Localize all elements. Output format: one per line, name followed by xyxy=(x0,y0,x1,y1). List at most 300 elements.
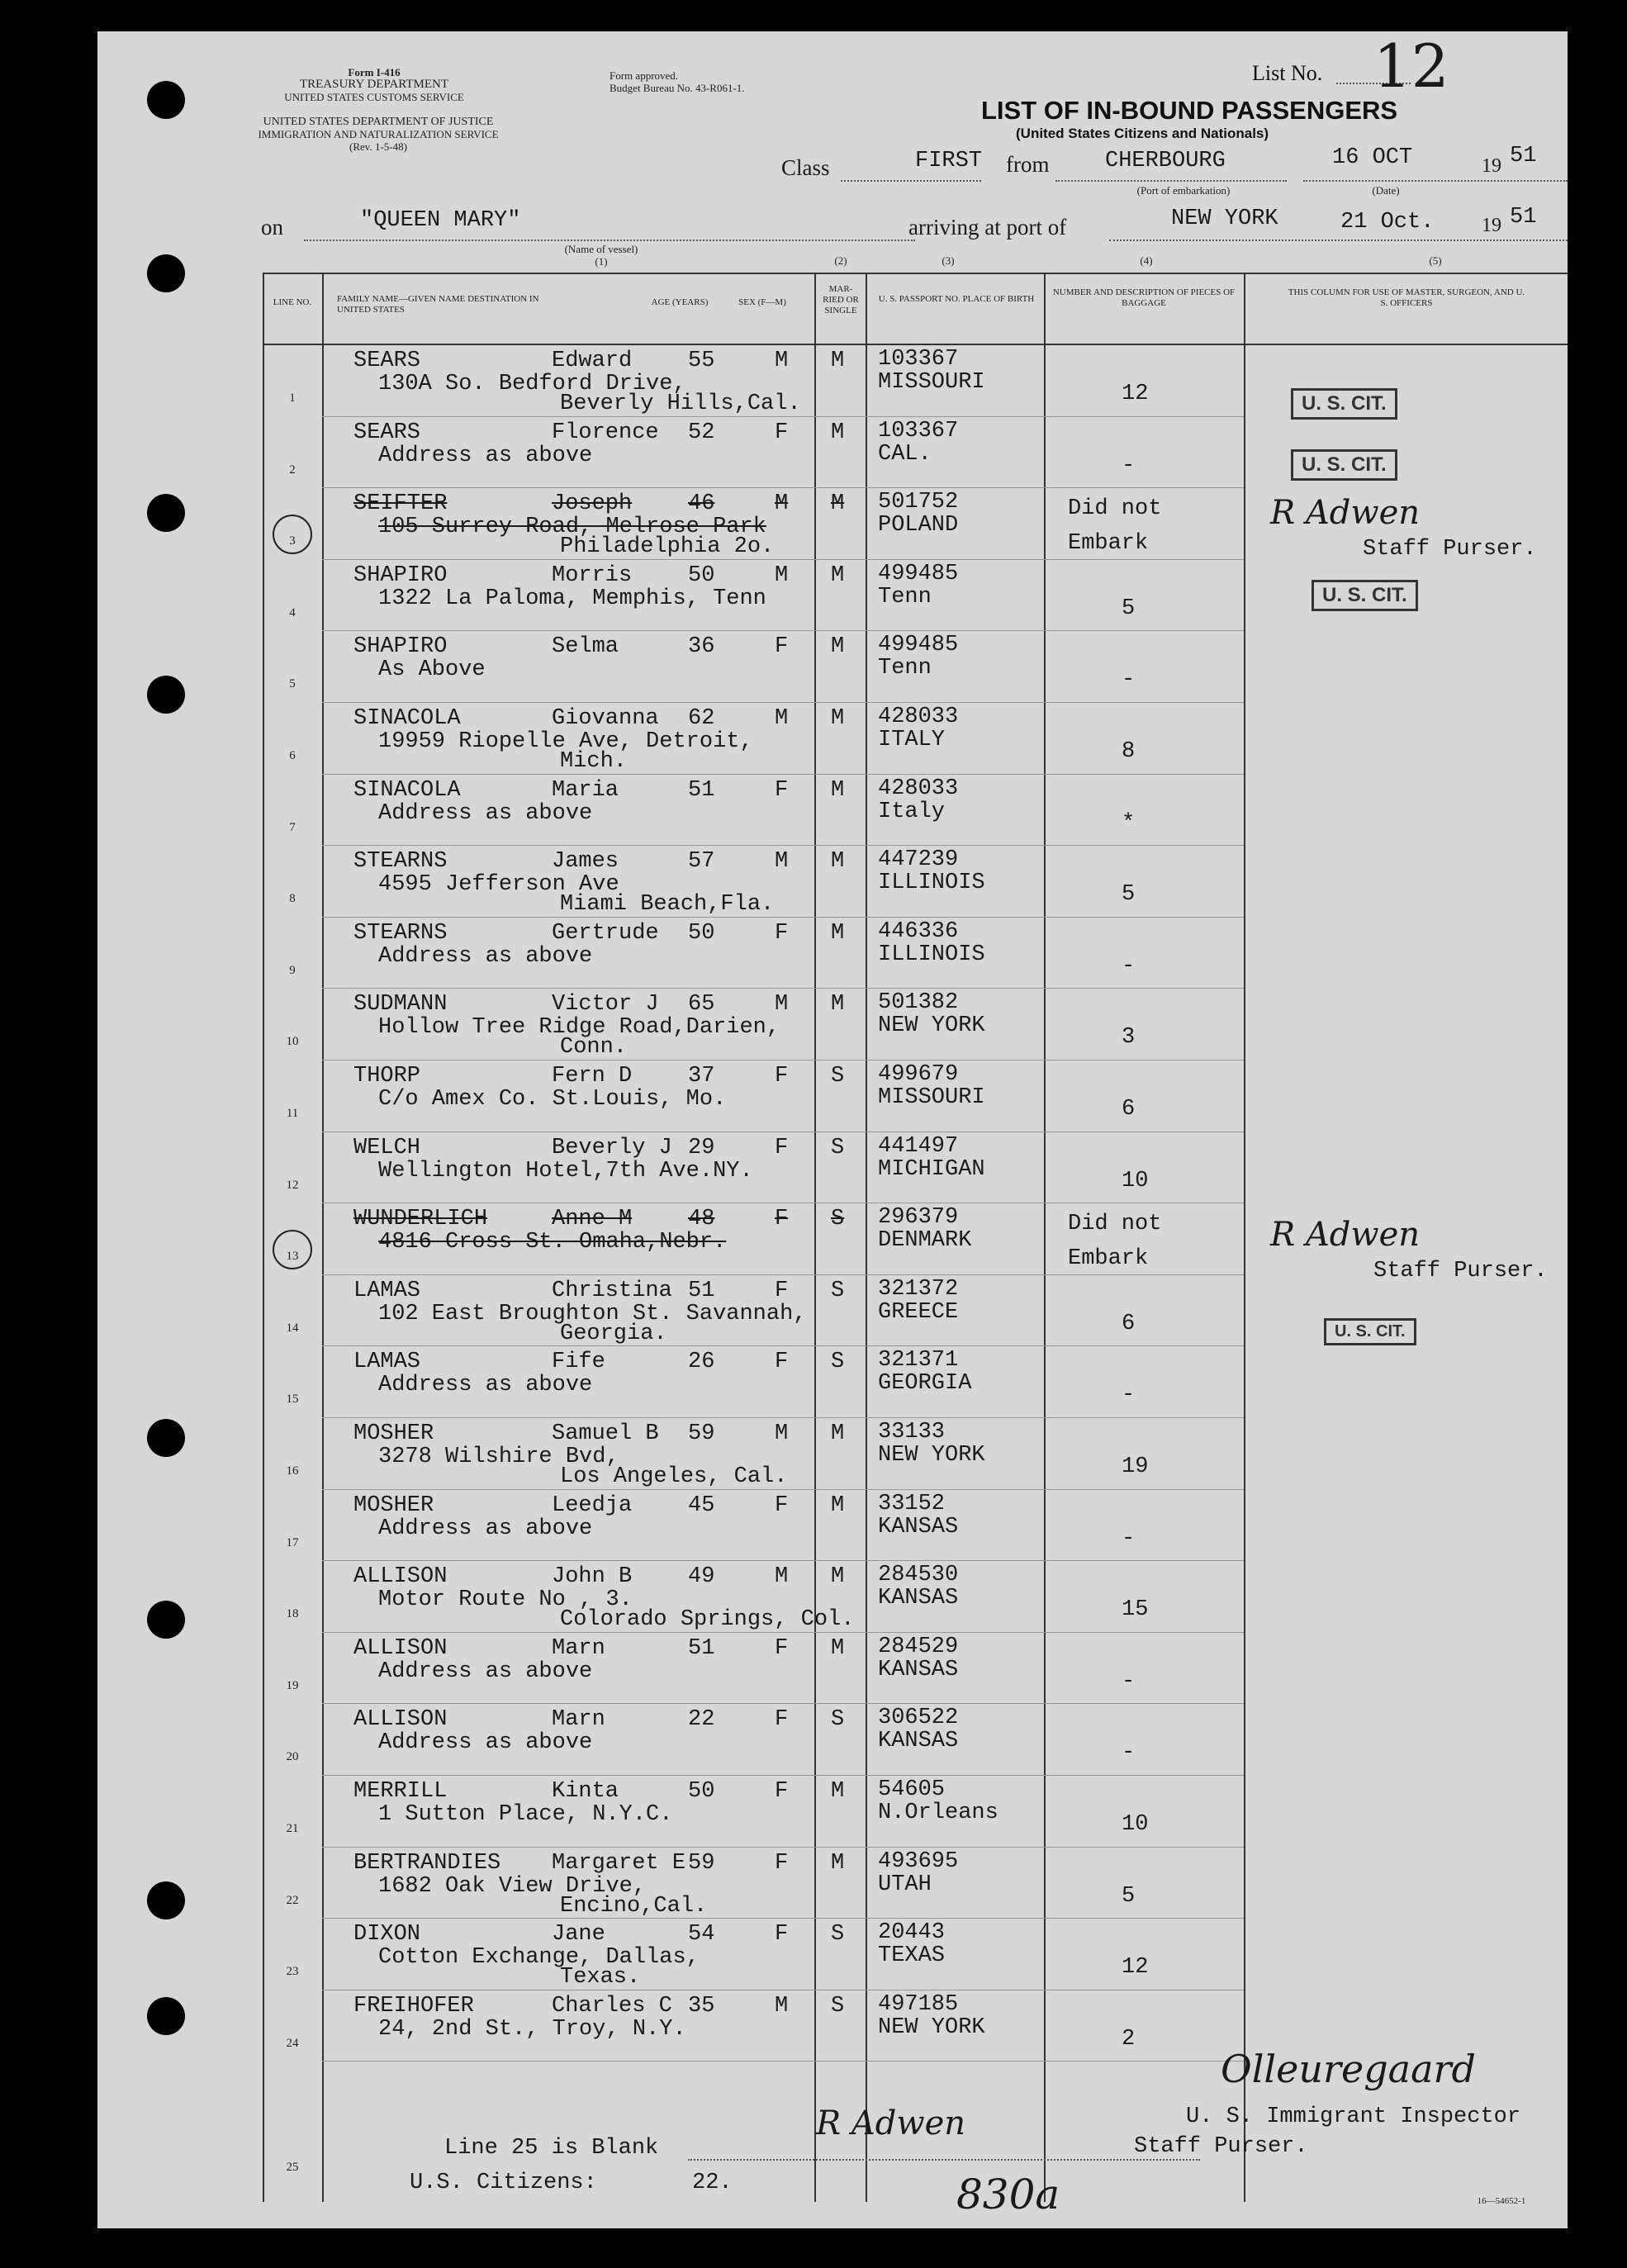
family-name: ALLISON xyxy=(353,1707,448,1733)
purser-signature: R Adwen xyxy=(1270,1216,1420,1254)
purser-signature: R Adwen xyxy=(1270,494,1420,532)
year-suffix: 51 xyxy=(1510,144,1537,168)
sex: F xyxy=(775,1207,789,1232)
given-name: Fife xyxy=(552,1350,605,1375)
address-line-2: Miami Beach,Fla. xyxy=(560,892,775,918)
address: 1 Sutton Place, N.Y.C. xyxy=(378,1802,673,1827)
birth-place: ITALY xyxy=(878,728,946,752)
marital-status: M xyxy=(831,849,845,875)
baggage-count: 3 xyxy=(1122,1025,1136,1051)
age: 51 xyxy=(688,1635,715,1661)
passport-number: 103367 xyxy=(878,418,959,444)
address: Cotton Exchange, Dallas, xyxy=(378,1945,700,1971)
form-approval: Form approved. Budget Bureau No. 43-R061-1. xyxy=(610,69,745,94)
page-title: LIST OF IN-BOUND PASSENGERS xyxy=(981,96,1398,125)
passport-number: 499485 xyxy=(878,561,959,586)
family-name: SUDMANN xyxy=(353,992,448,1018)
birth-place: ILLINOIS xyxy=(878,871,985,896)
line-number: 4 xyxy=(289,605,296,619)
passport-number: 33152 xyxy=(878,1491,946,1516)
table-row xyxy=(97,918,1568,989)
passport-number: 321371 xyxy=(878,1348,959,1374)
address: Address as above xyxy=(378,943,593,969)
passport-number: 501382 xyxy=(878,990,959,1016)
table-top-border xyxy=(263,273,1568,274)
address: Address as above xyxy=(378,1516,593,1541)
line-number: 19 xyxy=(286,1678,299,1692)
line-number: 25 xyxy=(286,2161,299,2174)
sex: F xyxy=(775,420,789,445)
passport-number: 428033 xyxy=(878,776,959,801)
table-row xyxy=(97,1704,1568,1776)
row-separator xyxy=(322,2061,1244,2062)
sex: F xyxy=(775,1278,789,1303)
table-row xyxy=(97,989,1568,1060)
family-name: MERRILL xyxy=(353,1779,448,1804)
family-name: DIXON xyxy=(353,1922,421,1948)
family-name: SEARS xyxy=(353,420,421,445)
line25-dotline xyxy=(688,2159,1200,2161)
family-name: SHAPIRO xyxy=(353,634,448,660)
given-name: James xyxy=(552,849,619,875)
family-name: WUNDERLICH xyxy=(353,1207,488,1232)
age: 52 xyxy=(688,420,715,445)
given-name: Fern D xyxy=(552,1064,633,1089)
family-name: LAMAS xyxy=(353,1350,421,1375)
sex: M xyxy=(775,1421,789,1446)
age: 51 xyxy=(688,1278,715,1303)
sex: M xyxy=(775,992,789,1018)
list-no-label: List No. xyxy=(1252,61,1323,85)
sex: M xyxy=(775,1993,789,2019)
staff-purser-label: Staff Purser. xyxy=(1373,1259,1548,1283)
age: 45 xyxy=(688,1492,715,1518)
date-dotline xyxy=(1303,180,1568,182)
page-subtitle: (United States Citizens and Nationals) xyxy=(1016,126,1269,141)
address-line-2: Los Angeles, Cal. xyxy=(560,1464,788,1489)
col-header-officers: THIS COLUMN FOR USE OF MASTER, SURGEON, AND U. S. OFFICERS xyxy=(1288,287,1525,308)
address: Hollow Tree Ridge Road,Darien, xyxy=(378,1015,780,1041)
birth-place: MISSOURI xyxy=(878,370,985,395)
marital-status: M xyxy=(831,491,845,517)
binder-hole xyxy=(147,254,185,292)
passport-number: 20443 xyxy=(878,1920,946,1946)
arrival-dotline xyxy=(1109,240,1568,241)
table-row xyxy=(97,1633,1568,1705)
birth-place: POLAND xyxy=(878,513,959,539)
given-name: Joseph xyxy=(552,491,633,517)
line-number: 9 xyxy=(289,963,296,977)
passport-number: 493695 xyxy=(878,1848,959,1874)
marital-status: M xyxy=(831,634,845,660)
address: Address as above xyxy=(378,800,593,826)
class-value: FIRST xyxy=(915,149,983,173)
line-number: 7 xyxy=(289,820,296,834)
table-row xyxy=(97,631,1568,703)
marital-status: S xyxy=(831,1993,845,2019)
given-name: Anne M xyxy=(552,1207,633,1232)
family-name: LAMAS xyxy=(353,1278,421,1303)
birth-place: KANSAS xyxy=(878,1514,959,1540)
immigrant-inspector-label: U. S. Immigrant Inspector xyxy=(1186,2104,1521,2129)
family-name: BERTRANDIES xyxy=(353,1850,501,1876)
staff-purser-label: Staff Purser. xyxy=(1363,537,1537,562)
address-line-2: Encino,Cal. xyxy=(560,1893,708,1919)
passport-number: 321372 xyxy=(878,1276,959,1302)
address: 24, 2nd St., Troy, N.Y. xyxy=(378,2016,686,2042)
address: Address as above xyxy=(378,1730,593,1756)
col-number-3: (3) xyxy=(942,254,955,267)
given-name: Maria xyxy=(552,777,619,803)
marital-status: M xyxy=(831,420,845,445)
given-name: Morris xyxy=(552,562,633,588)
col-header-line-no: LINE NO. xyxy=(273,297,312,307)
address: 19959 Riopelle Ave, Detroit, xyxy=(378,729,753,754)
sex: F xyxy=(775,1779,789,1804)
passenger-manifest-sheet xyxy=(97,31,1568,2228)
family-name: SINACOLA xyxy=(353,777,461,803)
birth-place: Tenn xyxy=(878,656,932,681)
table-row xyxy=(97,775,1568,847)
marital-status: S xyxy=(831,1350,845,1375)
address: As Above xyxy=(378,657,486,683)
sex: F xyxy=(775,1850,789,1876)
marital-status: M xyxy=(831,562,845,588)
baggage-count: 2 xyxy=(1122,2026,1136,2052)
passport-number: 284530 xyxy=(878,1563,959,1588)
birth-place: ILLINOIS xyxy=(878,942,985,967)
passport-number: 441497 xyxy=(878,1133,959,1159)
birth-place: TEXAS xyxy=(878,1943,946,1969)
baggage-count: 15 xyxy=(1122,1597,1149,1623)
family-name: MOSHER xyxy=(353,1492,434,1518)
line-number: 2 xyxy=(289,463,296,477)
sex: F xyxy=(775,1635,789,1661)
given-name: Kinta xyxy=(552,1779,619,1804)
age: 59 xyxy=(688,1421,715,1446)
line-number: 18 xyxy=(286,1607,299,1621)
baggage-count: 19 xyxy=(1122,1454,1149,1479)
given-name: Edward xyxy=(552,349,633,373)
us-cit-stamp: U. S. CIT. xyxy=(1312,580,1418,611)
marital-status: M xyxy=(831,706,845,731)
doj-header-block: UNITED STATES DEPARTMENT OF JUSTICE IMMIGRATION AND NATURALIZATION SERVICE (Rev. 1-5-48) xyxy=(258,116,499,153)
address: 130A So. Bedford Drive, xyxy=(378,372,686,396)
family-name: MOSHER xyxy=(353,1421,434,1446)
address-line-2: Colorado Springs, Col. xyxy=(560,1607,855,1633)
passport-number: 103367 xyxy=(878,347,959,372)
marital-status: S xyxy=(831,1064,845,1089)
circled-line-marker xyxy=(273,515,312,554)
passport-number: 296379 xyxy=(878,1205,959,1231)
line-number: 10 xyxy=(286,1035,299,1049)
age: 54 xyxy=(688,1922,715,1948)
passport-number: 446336 xyxy=(878,918,959,944)
marital-status: M xyxy=(831,1635,845,1661)
arrival-year-prefix: 19 xyxy=(1482,215,1501,236)
handwritten-total: 830a xyxy=(956,2171,1060,2218)
birth-place: KANSAS xyxy=(878,1657,959,1682)
age: 50 xyxy=(688,1779,715,1804)
address: 102 East Broughton St. Savannah, xyxy=(378,1301,807,1326)
col-number-4: (4) xyxy=(1140,254,1153,267)
table-row xyxy=(97,1561,1568,1633)
marital-status: M xyxy=(831,777,845,803)
family-name: WELCH xyxy=(353,1135,421,1160)
marital-status: M xyxy=(831,1779,845,1804)
us-cit-stamp: U. S. CIT. xyxy=(1324,1318,1416,1345)
age: 36 xyxy=(688,634,715,660)
given-name: Marn xyxy=(552,1635,605,1661)
baggage-count: 5 xyxy=(1122,595,1136,621)
family-name: ALLISON xyxy=(353,1635,448,1661)
table-row xyxy=(97,703,1568,775)
form-code: 16—54652-1 xyxy=(1477,2196,1526,2206)
line-number: 22 xyxy=(286,1893,299,1907)
marital-status: M xyxy=(831,1850,845,1876)
birth-place: Tenn xyxy=(878,584,932,610)
col-header-married: MAR- RIED OR SINGLE xyxy=(823,284,859,316)
baggage-count: 12 xyxy=(1122,1955,1149,1981)
marital-status: M xyxy=(831,1564,845,1590)
passport-number: 447239 xyxy=(878,847,959,873)
line-number: 14 xyxy=(286,1321,299,1335)
circled-line-marker xyxy=(273,1230,312,1269)
age: 49 xyxy=(688,1564,715,1590)
age: 29 xyxy=(688,1135,715,1160)
address: 1322 La Paloma, Memphis, Tenn xyxy=(378,586,766,611)
baggage-count: 8 xyxy=(1122,739,1136,764)
from-label: from xyxy=(1006,152,1050,177)
table-row xyxy=(97,1776,1568,1848)
passport-number: 428033 xyxy=(878,705,959,729)
date-caption: (Date) xyxy=(1372,184,1400,197)
address-line-2: Georgia. xyxy=(560,1321,667,1346)
sex: M xyxy=(775,1564,789,1590)
us-cit-stamp: U. S. CIT. xyxy=(1291,388,1397,420)
port-dotline xyxy=(1055,180,1287,182)
baggage-count: - xyxy=(1122,1740,1136,1766)
embarkation-port: CHERBOURG xyxy=(1105,149,1226,173)
address: 4595 Jefferson Ave xyxy=(378,872,619,898)
given-name: Charles C xyxy=(552,1993,672,2019)
line-number: 5 xyxy=(289,677,296,691)
given-name: Giovanna xyxy=(552,706,659,731)
sex: F xyxy=(775,1064,789,1089)
year-prefix: 19 xyxy=(1482,155,1501,177)
family-name: SINACOLA xyxy=(353,706,461,731)
given-name: Leedja xyxy=(552,1492,633,1518)
marital-status: M xyxy=(831,1421,845,1446)
family-name: THORP xyxy=(353,1064,421,1089)
address: Address as above xyxy=(378,1658,593,1684)
birth-place: Italy xyxy=(878,799,946,824)
age: 50 xyxy=(688,920,715,946)
baggage-count: 6 xyxy=(1122,1311,1136,1336)
line-number: 23 xyxy=(286,1965,299,1979)
age: 57 xyxy=(688,849,715,875)
line-number: 16 xyxy=(286,1464,299,1478)
address: Address as above xyxy=(378,443,593,468)
baggage-count: 10 xyxy=(1122,1812,1149,1837)
arrival-date: 21 Oct. xyxy=(1340,210,1435,235)
passport-number: 499485 xyxy=(878,633,959,658)
age: 51 xyxy=(688,777,715,803)
line-number: 15 xyxy=(286,1393,299,1407)
baggage-count: 12 xyxy=(1122,382,1149,406)
sex: F xyxy=(775,634,789,660)
table-row xyxy=(97,846,1568,918)
given-name: John B xyxy=(552,1564,633,1590)
table-row xyxy=(97,1418,1568,1490)
marital-status: S xyxy=(831,1278,845,1303)
address: 105 Surrey Road, Melrose Park xyxy=(378,515,766,540)
baggage-count: - xyxy=(1122,1383,1136,1408)
passport-number: 501752 xyxy=(878,490,959,515)
address: Wellington Hotel,7th Ave.NY. xyxy=(378,1158,753,1184)
age: 46 xyxy=(688,491,715,517)
line-number: 3 xyxy=(289,534,296,548)
birth-place: N.Orleans xyxy=(878,1801,998,1825)
birth-place: UTAH xyxy=(878,1872,932,1897)
sex: F xyxy=(775,1135,789,1160)
marital-status: M xyxy=(831,992,845,1018)
us-cit-stamp: U. S. CIT. xyxy=(1291,449,1397,481)
port-caption: (Port of embarkation) xyxy=(1136,184,1231,197)
birth-place: DENMARK xyxy=(878,1228,972,1254)
family-name: STEARNS xyxy=(353,849,448,875)
citizens-count: 22. xyxy=(692,2171,733,2195)
given-name: Florence xyxy=(552,420,659,445)
passport-number: 497185 xyxy=(878,1991,959,2017)
given-name: Selma xyxy=(552,634,619,660)
birth-place: GREECE xyxy=(878,1299,959,1325)
sex: F xyxy=(775,777,789,803)
table-row xyxy=(97,1490,1568,1562)
birth-place: MICHIGAN xyxy=(878,1156,985,1182)
marital-status: M xyxy=(831,349,845,373)
sex: M xyxy=(775,706,789,731)
form-header-block: Form I-416 TREASURY DEPARTMENT UNITED STATES CUSTOMS SERVICE xyxy=(284,66,464,103)
sex: F xyxy=(775,1707,789,1733)
passport-number: 33133 xyxy=(878,1420,946,1445)
binder-hole xyxy=(147,81,185,119)
baggage-count: - xyxy=(1122,1668,1136,1694)
baggage-count: Did not Embark xyxy=(1068,496,1162,557)
marital-status: S xyxy=(831,1922,845,1948)
vessel-name: "QUEEN MARY" xyxy=(360,208,521,233)
line-number: 20 xyxy=(286,1750,299,1764)
birth-place: KANSAS xyxy=(878,1729,959,1754)
line-number: 13 xyxy=(286,1250,299,1264)
line-number: 11 xyxy=(286,1107,299,1120)
baggage-count: - xyxy=(1122,953,1136,979)
age: 48 xyxy=(688,1207,715,1232)
given-name: Marn xyxy=(552,1707,605,1733)
age: 26 xyxy=(688,1350,715,1375)
arriving-label: arriving at port of xyxy=(908,215,1067,240)
birth-place: KANSAS xyxy=(878,1586,959,1611)
col-header-passport: U. S. PASSPORT NO. PLACE OF BIRTH xyxy=(878,294,1035,304)
baggage-count: - xyxy=(1122,667,1136,693)
address: Motor Route No , 3. xyxy=(378,1587,633,1613)
col-number-2: (2) xyxy=(834,254,847,267)
address: C/o Amex Co. St.Louis, Mo. xyxy=(378,1087,727,1112)
sex: M xyxy=(775,562,789,588)
line-number: 8 xyxy=(289,892,296,906)
family-name: STEARNS xyxy=(353,920,448,946)
age: 37 xyxy=(688,1064,715,1089)
address: 1682 Oak View Drive, xyxy=(378,1873,647,1899)
line-number: 17 xyxy=(286,1535,299,1549)
sex: F xyxy=(775,920,789,946)
given-name: Gertrude xyxy=(552,920,659,946)
line-number: 21 xyxy=(286,1822,299,1835)
marital-status: S xyxy=(831,1207,845,1232)
line-number: 12 xyxy=(286,1178,299,1192)
age: 62 xyxy=(688,706,715,731)
baggage-count: - xyxy=(1122,453,1136,478)
birth-place: MISSOURI xyxy=(878,1085,985,1110)
birth-place: GEORGIA xyxy=(878,1371,972,1397)
address-line-2: Conn. xyxy=(560,1035,628,1060)
col-header-age: AGE (YEARS) xyxy=(651,297,709,307)
age: 50 xyxy=(688,562,715,588)
inspector-signature: Olleuregaard xyxy=(1221,2047,1476,2091)
age: 35 xyxy=(688,1993,715,2019)
col-header-baggage: NUMBER AND DESCRIPTION OF PIECES OF BAGGAGE xyxy=(1052,287,1236,308)
baggage-count: 5 xyxy=(1122,1883,1136,1909)
baggage-count: Did not Embark xyxy=(1068,1212,1162,1272)
line25-text: Line 25 is Blank xyxy=(444,2136,659,2161)
class-label: Class xyxy=(781,155,830,180)
age: 59 xyxy=(688,1850,715,1876)
given-name: Jane xyxy=(552,1922,605,1948)
address: Address as above xyxy=(378,1373,593,1398)
family-name: SHAPIRO xyxy=(353,562,448,588)
class-dotline xyxy=(841,180,981,182)
address-line-2: Beverly Hills,Cal. xyxy=(560,391,801,416)
line-number: 24 xyxy=(286,2036,299,2050)
age: 55 xyxy=(688,349,715,373)
family-name: SEIFTER xyxy=(353,491,448,517)
marital-status: M xyxy=(831,920,845,946)
col-number-5: (5) xyxy=(1429,254,1442,267)
citizens-count-label: U.S. Citizens: xyxy=(410,2171,597,2195)
embarkation-date: 16 OCT xyxy=(1332,145,1413,170)
on-label: on xyxy=(261,215,283,240)
staff-purser-footer: Staff Purser. xyxy=(1134,2134,1308,2159)
age: 22 xyxy=(688,1707,715,1733)
table-row xyxy=(97,1132,1568,1204)
marital-status: S xyxy=(831,1707,845,1733)
birth-place: CAL. xyxy=(878,441,932,467)
vessel-caption: (Name of vessel) (1) xyxy=(564,243,638,268)
baggage-count: 6 xyxy=(1122,1097,1136,1122)
vessel-dotline xyxy=(304,240,915,241)
given-name: Beverly J xyxy=(552,1135,672,1160)
passport-number: 306522 xyxy=(878,1706,959,1731)
birth-place: NEW YORK xyxy=(878,2014,985,2040)
sex: M xyxy=(775,849,789,875)
birth-place: NEW YORK xyxy=(878,1013,985,1039)
family-name: FREIHOFER xyxy=(353,1993,474,2019)
sex: F xyxy=(775,1492,789,1518)
sex: M xyxy=(775,491,789,517)
address-line-2: Texas. xyxy=(560,1965,641,1990)
family-name: ALLISON xyxy=(353,1564,448,1590)
address-line-2: Philadelphia 2o. xyxy=(560,534,775,560)
